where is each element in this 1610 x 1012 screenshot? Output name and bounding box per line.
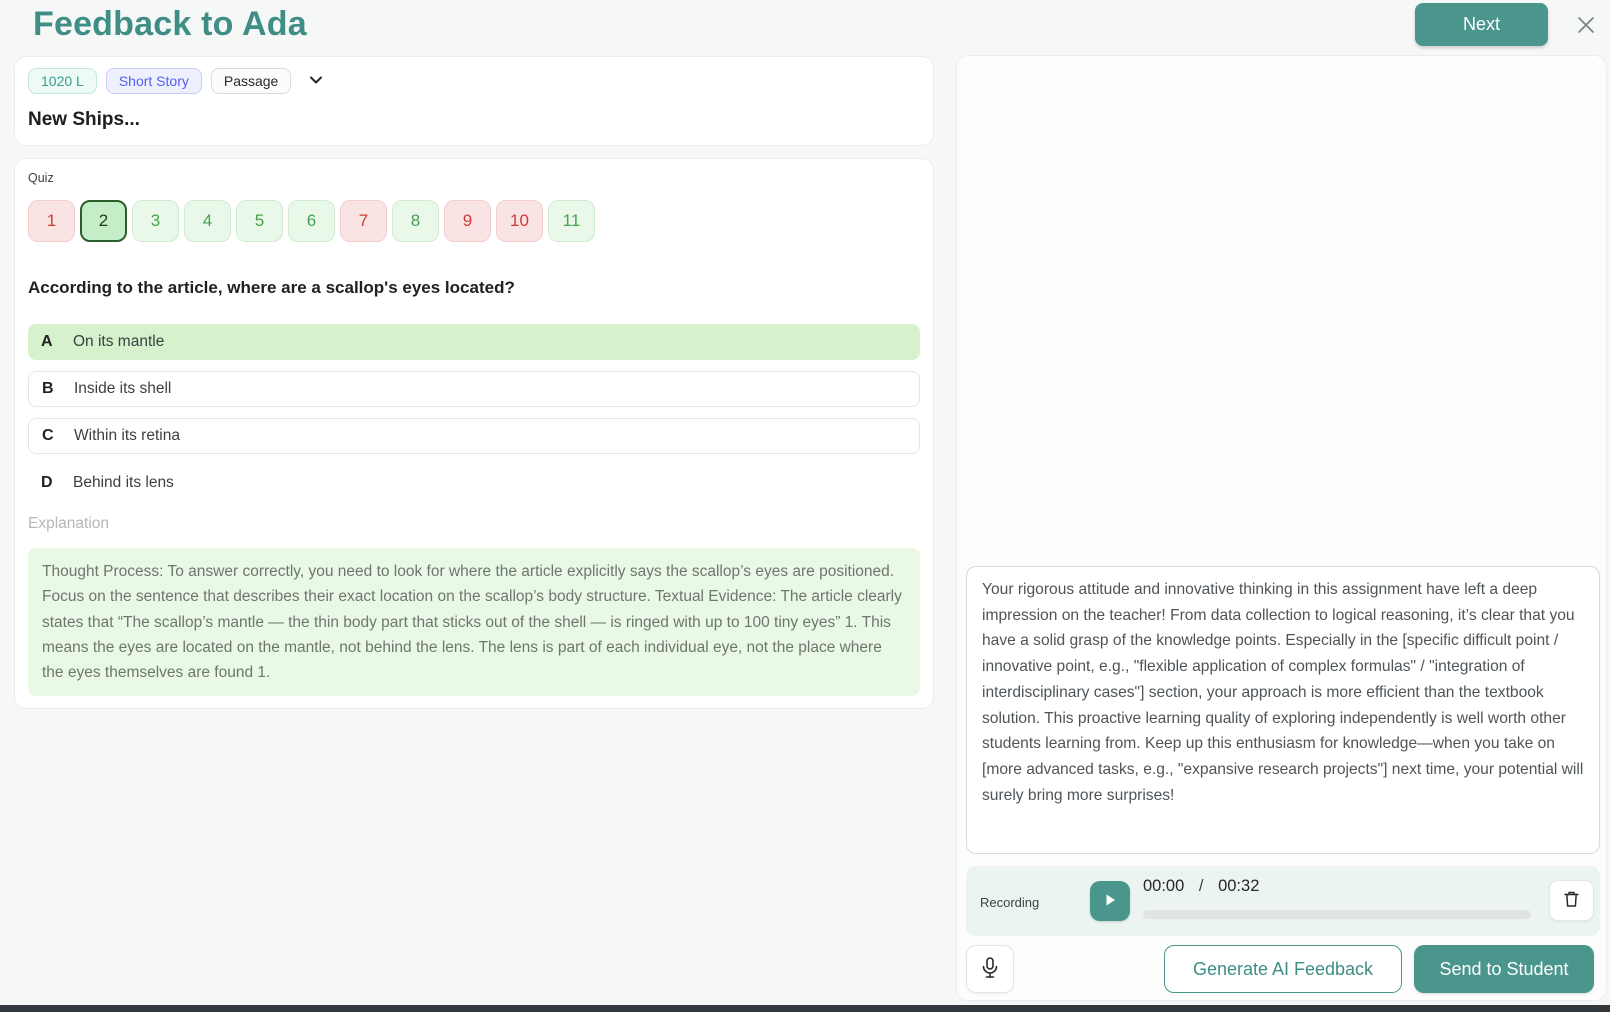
passage-card: [14, 56, 934, 146]
option-c-text: Within its retina: [74, 427, 180, 444]
play-icon: [1102, 892, 1118, 911]
genre-badge: Short Story: [106, 68, 202, 94]
explanation-box: Thought Process: To answer correctly, you need to look for where the article explicitly says the scallop’s eyes are positioned. Focus on the sentence that describes their exact location on the scallop’s body structure. Textual Evidence: The article clearly states that “The scallop’s mantle — the thin body part that sticks out of the shell — is ringed with up to 100 tiny eyes” 1. This means the eyes are located on the mantle, not behind the lens. The lens is part of each individual eye, not the place where the eyes themselves are found 1.: [28, 548, 920, 696]
generate-ai-feedback-button[interactable]: Generate AI Feedback: [1164, 945, 1402, 993]
option-a-text: On its mantle: [73, 333, 165, 350]
expand-passage-button[interactable]: [308, 72, 324, 91]
answer-options: [28, 324, 920, 501]
quiz-question-8-button[interactable]: 8: [392, 200, 439, 242]
next-button[interactable]: Next: [1415, 3, 1548, 46]
quiz-question-5-button[interactable]: 5: [236, 200, 283, 242]
quiz-section-label: Quiz: [28, 171, 54, 185]
send-to-student-button[interactable]: Send to Student: [1414, 945, 1594, 993]
quiz-question-11-button[interactable]: 11: [548, 200, 595, 242]
quiz-question-10-button[interactable]: 10: [496, 200, 543, 242]
close-button[interactable]: [1570, 10, 1602, 42]
trash-icon: [1562, 889, 1581, 912]
audio-progress-bar[interactable]: [1143, 910, 1531, 919]
recording-bar: [966, 866, 1600, 936]
close-icon: [1575, 24, 1597, 39]
quiz-question-6-button[interactable]: 6: [288, 200, 335, 242]
quiz-question-7-button[interactable]: 7: [340, 200, 387, 242]
option-a-letter: A: [41, 333, 53, 350]
recording-time: [1143, 877, 1259, 896]
bottom-edge-bar: [0, 1005, 1610, 1012]
passage-and-quiz-column: [14, 56, 934, 709]
chevron-down-icon: [308, 72, 324, 91]
feedback-text-input[interactable]: [966, 566, 1600, 854]
option-c[interactable]: [28, 418, 920, 454]
option-b-letter: B: [42, 380, 54, 397]
recording-label: Recording: [980, 895, 1040, 910]
delete-recording-button[interactable]: [1549, 880, 1594, 921]
option-c-letter: C: [42, 427, 54, 444]
option-d[interactable]: [28, 465, 920, 501]
time-separator: /: [1198, 877, 1204, 895]
record-voice-button[interactable]: [966, 945, 1014, 993]
current-time: 00:00: [1143, 877, 1185, 895]
quiz-question-4-button[interactable]: 4: [184, 200, 231, 242]
option-d-letter: D: [41, 474, 53, 491]
quiz-question-2-button[interactable]: 2: [80, 200, 127, 242]
quiz-card: [14, 158, 934, 709]
option-a[interactable]: [28, 324, 920, 360]
option-b[interactable]: [28, 371, 920, 407]
quiz-question-9-button[interactable]: 9: [444, 200, 491, 242]
quiz-question-nav: [28, 200, 920, 242]
feedback-panel: [956, 55, 1607, 1001]
lexile-badge: 1020 L: [28, 68, 97, 94]
mic-icon: [980, 956, 1000, 983]
passage-title: New Ships...: [28, 109, 140, 130]
quiz-question-1-button[interactable]: 1: [28, 200, 75, 242]
option-b-text: Inside its shell: [74, 380, 172, 397]
option-d-text: Behind its lens: [73, 474, 174, 491]
explanation-label: Explanation: [28, 515, 110, 532]
page-title: Feedback to Ada: [33, 5, 307, 43]
passage-badge-row: [28, 68, 920, 94]
question-text: According to the article, where are a scallop's eyes located?: [28, 278, 515, 297]
total-time: 00:32: [1218, 877, 1260, 895]
quiz-question-3-button[interactable]: 3: [132, 200, 179, 242]
passage-type-badge: Passage: [211, 68, 291, 94]
play-button[interactable]: [1090, 881, 1130, 921]
